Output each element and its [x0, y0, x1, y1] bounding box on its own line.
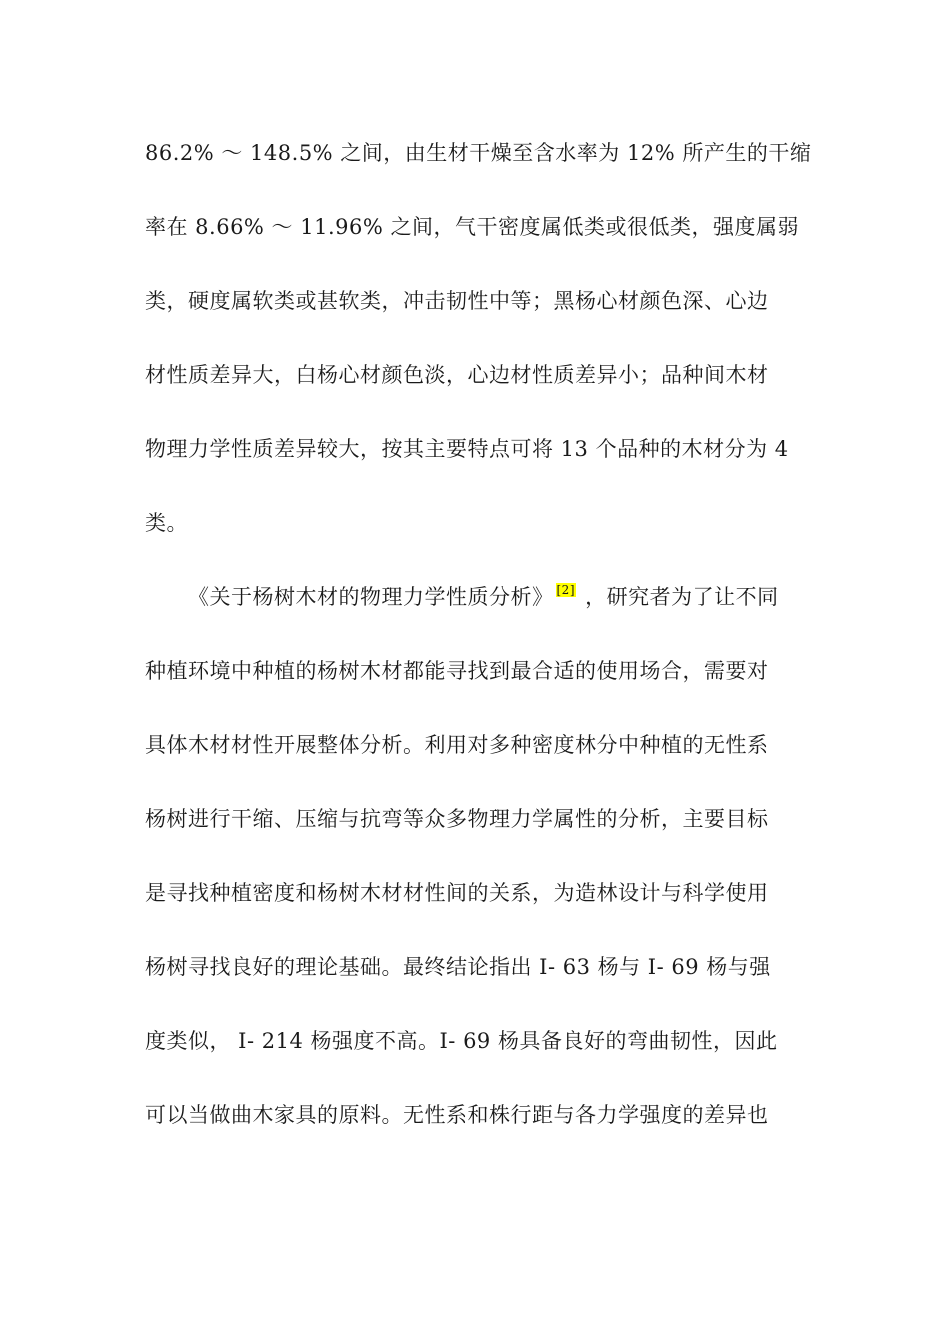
text-line: 杨树寻找良好的理论基础。最终结论指出 I- 63 杨与 I- 69 杨与强: [145, 955, 771, 979]
text-line: 物理力学性质差异较大，按其主要特点可将 13 个品种的木材分为 4: [145, 437, 789, 461]
text-line: 类。: [145, 511, 188, 535]
text-line: 种植环境中种植的杨树木材都能寻找到最合适的使用场合，需要对: [145, 659, 769, 683]
citation-marker[interactable]: [2]: [556, 583, 575, 597]
text-line: 是寻找种植密度和杨树木材材性间的关系，为造林设计与科学使用: [145, 881, 769, 905]
text-segment: ，研究者为了让不同: [578, 585, 779, 609]
text-line: 率在 8.66% ～ 11.96% 之间，气干密度属低类或很低类，强度属弱: [145, 215, 799, 239]
text-line: 86.2% ～ 148.5% 之间，由生材干燥至含水率为 12% 所产生的干缩: [145, 141, 812, 165]
article-title: 《关于杨树木材的物理力学性质分析》: [188, 585, 554, 609]
text-line: 度类似， I- 214 杨强度不高。I- 69 杨具备良好的弯曲韧性，因此: [145, 1029, 778, 1053]
text-line: 杨树进行干缩、压缩与抗弯等众多物理力学属性的分析，主要目标: [145, 807, 769, 831]
text-line: 具体木材材性开展整体分析。利用对多种密度林分中种植的无性系: [145, 733, 769, 757]
text-line: 类，硬度属软类或甚软类，冲击韧性中等；黑杨心材颜色深、心边: [145, 289, 769, 313]
text-line: 可以当做曲木家具的原料。无性系和株行距与各力学强度的差异也: [145, 1103, 769, 1127]
paragraph-first-line: [188, 582, 848, 612]
text-line: 材性质差异大，白杨心材颜色淡，心边材性质差异小；品种间木材: [145, 363, 769, 387]
